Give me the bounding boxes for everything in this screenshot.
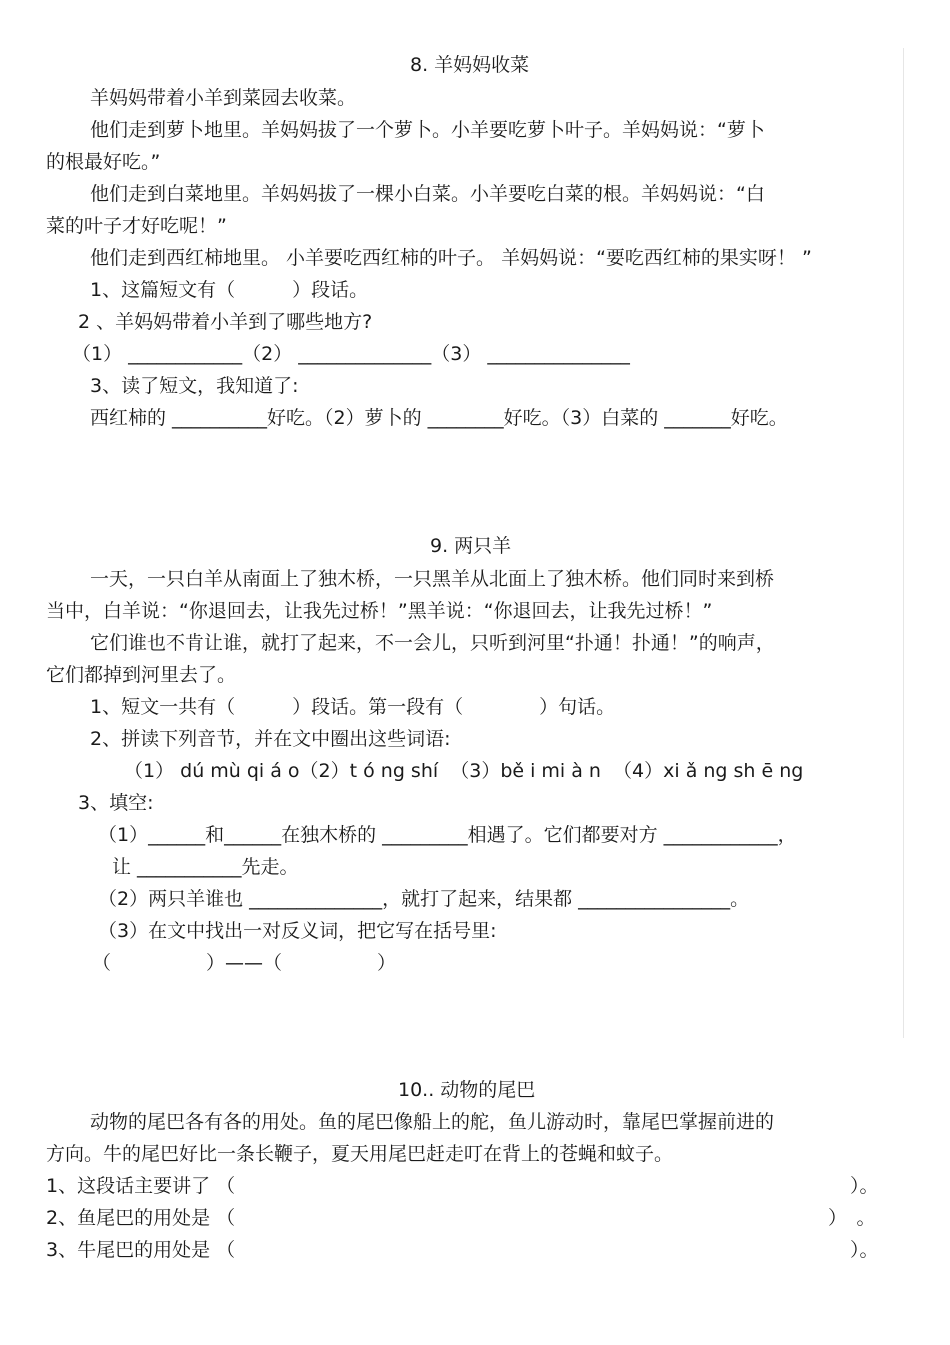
section-10-title: 10.. 动物的尾巴 [398, 1079, 536, 1101]
s8-paragraph-1: 羊妈妈带着小羊到菜园去收菜。 [90, 87, 357, 109]
s9-paragraph-1-line-1: 一天，一只白羊从南面上了独木桥，一只黑羊从北面上了独木桥。他们同时来到桥 [90, 568, 775, 590]
s9-paragraph-1-line-2: 当中，白羊说：“你退回去，让我先过桥！”黑羊说：“你退回去，让我先过桥！” [46, 600, 713, 622]
s8-paragraph-4: 他们走到西红柿地里。 小羊要吃西红柿的叶子。 羊妈妈说：“要吃西红柿的果实呀！ ” [90, 247, 812, 269]
s8-paragraph-3-line-2: 菜的叶子才好吃呢！” [46, 215, 227, 237]
s10-question-3: 3、牛尾巴的用处是 （ [46, 1239, 236, 1261]
s10-question-2: 2、鱼尾巴的用处是 （ [46, 1207, 236, 1229]
section-9-title: 9. 两只羊 [430, 535, 512, 557]
s9-fill-3: （3）在文中找出一对反义词，把它写在括号里: [98, 920, 497, 942]
s9-question-3: 3、填空: [78, 792, 154, 814]
s10-question-3-close: ）。 [850, 1239, 879, 1261]
s10-paragraph-line-2: 方向。牛的尾巴好比一条长鞭子，夏天用尾巴赶走叮在背上的苍蝇和蚊子。 [46, 1143, 674, 1165]
s9-paragraph-2-line-2: 它们都掉到河里去了。 [46, 664, 237, 686]
s8-paragraph-3-line-1: 他们走到白菜地里。羊妈妈拔了一棵小白菜。小羊要吃白菜的根。羊妈妈说：“白 [90, 183, 765, 205]
s9-fill-2: （2）两只羊谁也 ______________，就打了起来，结果都 ________________。 [98, 888, 750, 910]
s10-question-1: 1、这段话主要讲了 （ [46, 1175, 236, 1197]
s9-fill-1-line-2: 让 ___________先走。 [112, 856, 299, 878]
s9-fill-3-antonyms: （ ）——（ ） [92, 952, 397, 974]
s9-paragraph-2-line-1: 它们谁也不肯让谁，就打了起来，不一会儿，只听到河里“扑通！扑通！”的响声， [90, 632, 775, 654]
page-divider-line [903, 48, 904, 1038]
s10-question-1-close: ）。 [850, 1175, 879, 1197]
s10-question-2-close: ） 。 [828, 1207, 876, 1229]
s8-paragraph-2-line-1: 他们走到萝卜地里。羊妈妈拔了一个萝卜。小羊要吃萝卜叶子。羊妈妈说：“萝卜 [90, 119, 765, 141]
s10-paragraph-line-1: 动物的尾巴各有各的用处。鱼的尾巴像船上的舵，鱼儿游动时，靠尾巴掌握前进的 [90, 1111, 775, 1133]
s8-question-2-blanks: （1） ____________（2） ______________（3） _______________ [72, 343, 630, 365]
s8-paragraph-2-line-2: 的根最好吃。” [46, 151, 161, 173]
section-8-title: 8. 羊妈妈收菜 [410, 54, 530, 76]
s9-question-2: 2、拼读下列音节，并在文中圈出这些词语: [90, 728, 451, 750]
s9-question-2-pinyin: （1） dú mù qi á o（2）t ó ng shí （3）bě i mi à n （4）xi ǎ ng sh ē ng [124, 760, 804, 782]
s9-question-1: 1、短文一共有（ ）段话。第一段有（ ）句话。 [90, 696, 616, 718]
s8-question-3-blanks: 西红柿的 __________好吃。（2）萝卜的 ________好吃。（3）白菜的 _______好吃。 [90, 407, 788, 429]
s9-fill-1-line-1: （1）______和______在独木桥的 _________相遇了。它们都要对方 ____________， [98, 824, 797, 846]
s8-question-3: 3、读了短文，我知道了: [90, 375, 299, 397]
s8-question-1: 1、这篇短文有（ ）段话。 [90, 279, 369, 301]
s8-question-2: 2 、羊妈妈带着小羊到了哪些地方? [78, 311, 373, 333]
